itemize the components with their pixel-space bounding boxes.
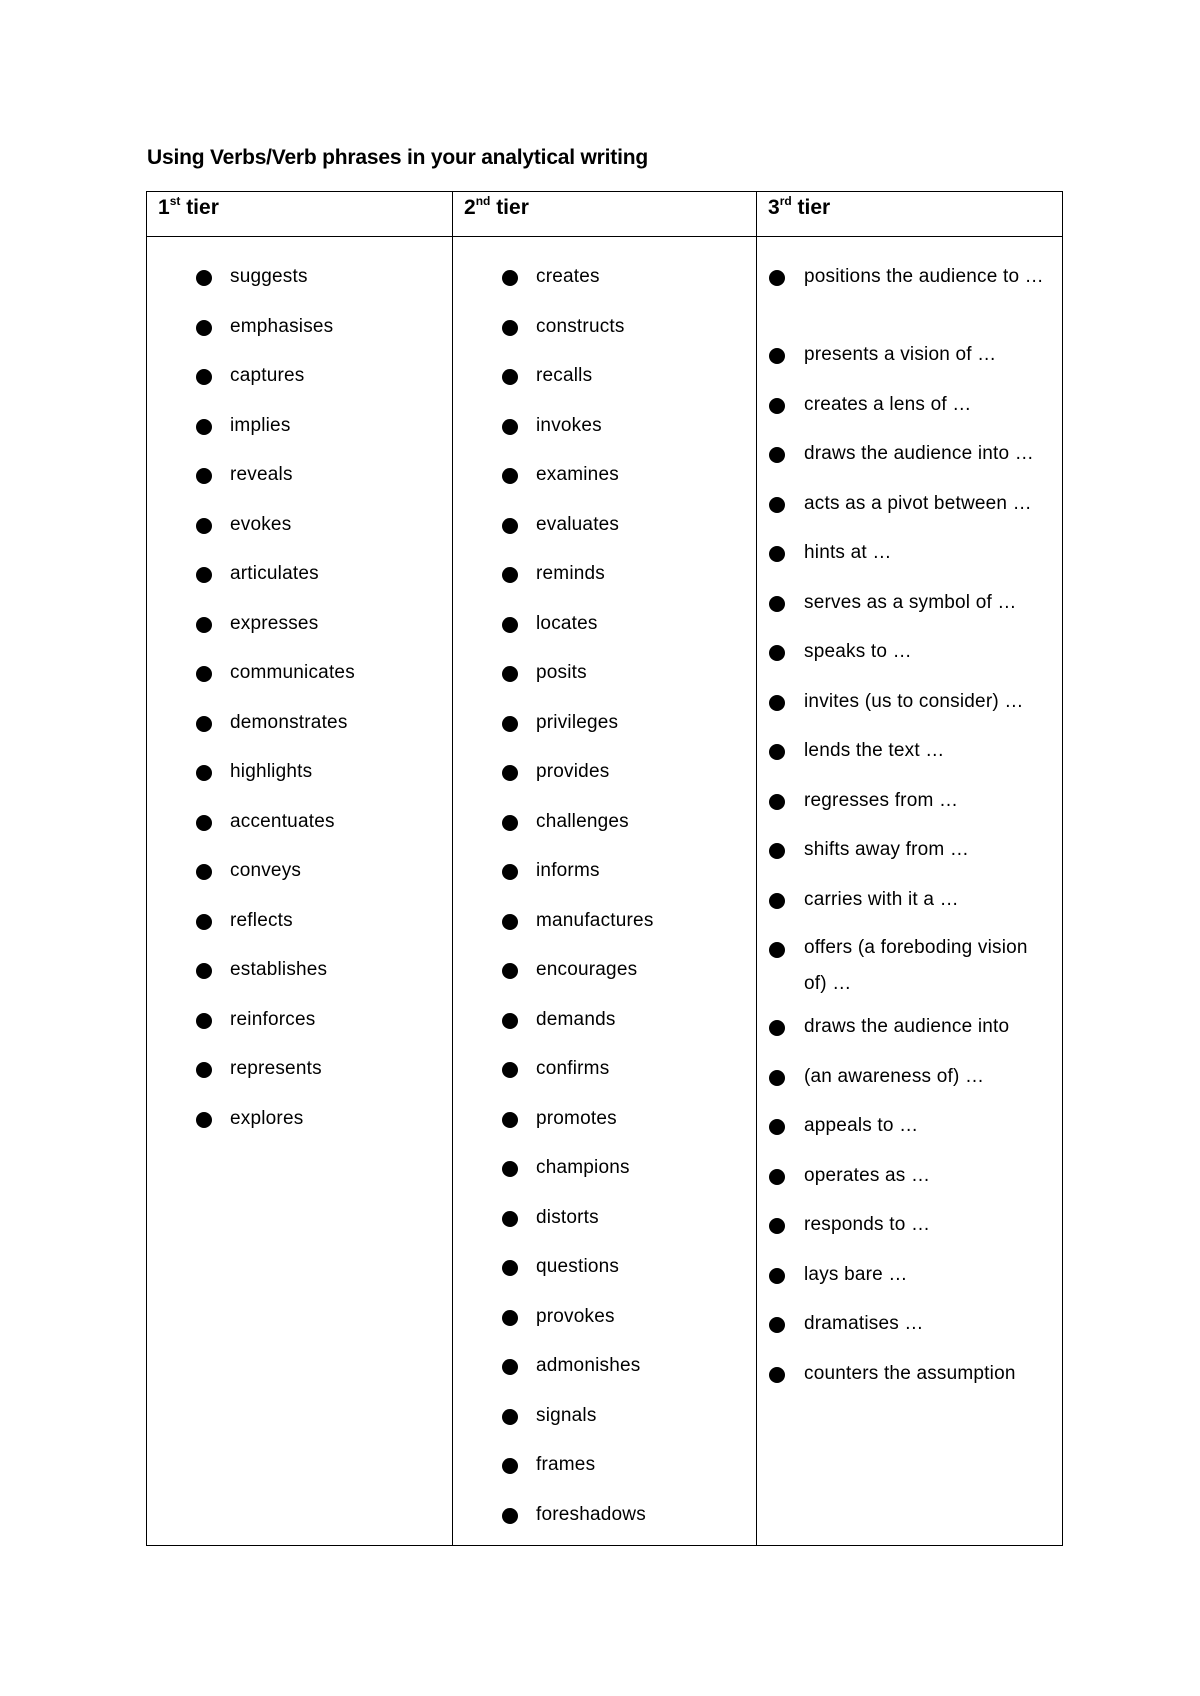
list-item-text: conveys xyxy=(230,860,302,881)
bullet-icon xyxy=(196,468,212,484)
list-item-text: provokes xyxy=(536,1305,615,1327)
list-item-text: positions the audience to … xyxy=(804,266,1044,287)
list-item xyxy=(147,605,452,655)
bullet-icon xyxy=(502,617,518,633)
list-item-text: provides xyxy=(536,761,610,782)
bullet-icon xyxy=(502,419,518,435)
bullet-icon xyxy=(769,1119,785,1135)
list-item-text: draws the audience into … xyxy=(804,443,1034,464)
list-item-text: suggests xyxy=(230,266,308,287)
verb-tier-table xyxy=(146,191,1063,1546)
bullet-icon xyxy=(196,270,212,286)
list-item xyxy=(453,506,756,556)
list-item-text: constructs xyxy=(536,315,625,337)
bullet-icon xyxy=(196,963,212,979)
bullet-icon xyxy=(502,914,518,930)
list-item xyxy=(147,1100,452,1150)
list-item xyxy=(147,407,452,457)
list-item-text: confirms xyxy=(536,1058,610,1079)
list-item xyxy=(453,951,756,1001)
bullet-icon xyxy=(769,447,785,463)
list-item xyxy=(453,1050,756,1100)
list-item-text: shifts away from … xyxy=(804,839,970,860)
list-item-text: regresses from … xyxy=(804,789,959,811)
bullet-icon xyxy=(196,567,212,583)
bullet-icon xyxy=(769,1317,785,1333)
bullet-icon xyxy=(502,1211,518,1227)
bullet-icon xyxy=(196,716,212,732)
bullet-icon xyxy=(769,695,785,711)
list-item xyxy=(147,506,452,556)
bullet-icon xyxy=(502,815,518,831)
bullet-icon xyxy=(769,546,785,562)
header-tier-2-number: 2 xyxy=(464,196,476,219)
bullet-icon xyxy=(502,666,518,682)
list-item xyxy=(453,753,756,803)
header-tier-2-suffix: nd xyxy=(475,194,491,208)
list-item xyxy=(757,1008,1054,1058)
bullet-icon xyxy=(502,1062,518,1078)
list-item xyxy=(453,1446,756,1496)
bullet-icon xyxy=(502,1112,518,1128)
list-item-text: establishes xyxy=(230,959,328,980)
list-item-text: operates as … xyxy=(804,1164,931,1186)
list-item xyxy=(757,732,1054,782)
list-item xyxy=(147,1050,452,1100)
list-item-text: manufactures xyxy=(536,909,654,931)
list-item xyxy=(757,1157,1054,1207)
list-item-text: emphasises xyxy=(230,315,334,337)
list-item xyxy=(757,258,1054,336)
bullet-icon xyxy=(769,1070,785,1086)
list-item-text: examines xyxy=(536,464,619,485)
tier-3-cell xyxy=(757,237,1063,1546)
bullet-icon xyxy=(502,320,518,336)
bullet-icon xyxy=(769,1169,785,1185)
page-title: Using Verbs/Verb phrases in your analytical writing xyxy=(147,146,648,169)
bullet-icon xyxy=(769,645,785,661)
list-item-text: lends the text … xyxy=(804,740,945,761)
tier-3-list xyxy=(757,237,1062,1404)
list-item xyxy=(147,258,452,308)
list-item xyxy=(453,852,756,902)
list-item-text: appeals to … xyxy=(804,1115,919,1136)
list-item-text: carries with it a … xyxy=(804,888,959,910)
list-item-text: privileges xyxy=(536,711,619,733)
list-item xyxy=(453,902,756,952)
list-item xyxy=(757,633,1054,683)
list-item-text: locates xyxy=(536,612,598,634)
bullet-icon xyxy=(769,1020,785,1036)
list-item xyxy=(453,1100,756,1150)
table-body-row xyxy=(147,237,1063,1546)
list-item xyxy=(147,704,452,754)
list-item-text: reflects xyxy=(230,909,293,931)
bullet-icon xyxy=(502,1161,518,1177)
list-item-text: evaluates xyxy=(536,513,620,535)
list-item xyxy=(757,1256,1054,1306)
bullet-icon xyxy=(196,815,212,831)
bullet-icon xyxy=(502,270,518,286)
bullet-icon xyxy=(769,270,785,286)
list-item-text: demands xyxy=(536,1008,616,1030)
list-item-text: hints at … xyxy=(804,542,892,563)
tier-1-cell xyxy=(147,237,453,1546)
bullet-icon xyxy=(502,1260,518,1276)
bullet-icon xyxy=(502,468,518,484)
bullet-icon xyxy=(196,320,212,336)
header-tier-1-number: 1 xyxy=(158,196,170,219)
bullet-icon xyxy=(502,518,518,534)
list-item-text: distorts xyxy=(536,1206,599,1228)
list-item xyxy=(147,852,452,902)
bullet-icon xyxy=(769,1367,785,1383)
list-item xyxy=(757,831,1054,881)
tier-2-list xyxy=(453,237,756,1545)
list-item xyxy=(757,386,1054,436)
list-item-text: implies xyxy=(230,414,291,436)
list-item-text: informs xyxy=(536,860,600,881)
list-item-text: speaks to … xyxy=(804,641,912,662)
list-item xyxy=(453,803,756,853)
header-tier-3-suffix: rd xyxy=(779,194,792,208)
list-item xyxy=(147,654,452,704)
list-item xyxy=(453,654,756,704)
list-item-text: champions xyxy=(536,1157,630,1178)
list-item xyxy=(757,683,1054,733)
bullet-icon xyxy=(196,1062,212,1078)
header-tier-3-number: 3 xyxy=(768,196,780,219)
list-item xyxy=(757,534,1054,584)
bullet-icon xyxy=(502,963,518,979)
list-item xyxy=(147,555,452,605)
list-item xyxy=(453,1298,756,1348)
list-item-text: dramatises … xyxy=(804,1313,924,1334)
bullet-icon xyxy=(769,497,785,513)
bullet-icon xyxy=(196,419,212,435)
list-item xyxy=(453,1199,756,1249)
list-item xyxy=(757,584,1054,634)
list-item xyxy=(757,435,1054,485)
bullet-icon xyxy=(769,1268,785,1284)
list-item-text: questions xyxy=(536,1256,620,1277)
header-tier-1-suffix: st xyxy=(169,194,181,208)
list-item-text: acts as a pivot between … xyxy=(804,492,1032,514)
list-item xyxy=(147,803,452,853)
list-item-text: posits xyxy=(536,662,587,683)
list-item-text: explores xyxy=(230,1107,304,1129)
list-item-text: evokes xyxy=(230,513,292,535)
bullet-icon xyxy=(769,893,785,909)
bullet-icon xyxy=(769,596,785,612)
list-item xyxy=(453,1001,756,1051)
list-item-text: accentuates xyxy=(230,810,335,832)
list-item xyxy=(453,1248,756,1298)
list-item-text: communicates xyxy=(230,662,355,683)
bullet-icon xyxy=(769,348,785,364)
list-item-text: foreshadows xyxy=(536,1503,646,1525)
bullet-icon xyxy=(196,1013,212,1029)
bullet-icon xyxy=(502,716,518,732)
bullet-icon xyxy=(502,765,518,781)
list-item xyxy=(757,881,1054,931)
list-item-text: lays bare … xyxy=(804,1263,908,1285)
list-item-text: frames xyxy=(536,1454,596,1475)
list-item-text: encourages xyxy=(536,959,638,980)
bullet-icon xyxy=(502,1409,518,1425)
bullet-icon xyxy=(502,864,518,880)
bullet-icon xyxy=(769,398,785,414)
list-item xyxy=(757,1355,1054,1405)
list-item xyxy=(147,1001,452,1051)
bullet-icon xyxy=(502,369,518,385)
list-item-text: signals xyxy=(536,1404,597,1426)
list-item xyxy=(147,308,452,358)
bullet-icon xyxy=(196,864,212,880)
list-item-text: captures xyxy=(230,365,305,386)
tier-1-list xyxy=(147,237,452,1149)
list-item-text: challenges xyxy=(536,810,629,832)
list-item-text: reinforces xyxy=(230,1008,316,1030)
list-item xyxy=(757,930,1054,1008)
list-item-text: promotes xyxy=(536,1107,617,1129)
list-item-text: creates a lens of … xyxy=(804,393,972,415)
bullet-icon xyxy=(769,794,785,810)
bullet-icon xyxy=(196,914,212,930)
bullet-icon xyxy=(769,744,785,760)
list-item-text: expresses xyxy=(230,612,319,634)
bullet-icon xyxy=(769,843,785,859)
list-item xyxy=(453,357,756,407)
list-item xyxy=(757,485,1054,535)
table-header-row xyxy=(147,192,1063,237)
bullet-icon xyxy=(502,1508,518,1524)
list-item xyxy=(453,1149,756,1199)
header-tier-3-label: tier xyxy=(791,196,831,219)
list-item xyxy=(147,951,452,1001)
header-tier-2 xyxy=(453,192,757,237)
list-item xyxy=(453,407,756,457)
bullet-icon xyxy=(196,369,212,385)
header-tier-2-label: tier xyxy=(490,196,529,219)
bullet-icon xyxy=(196,1112,212,1128)
bullet-icon xyxy=(502,1013,518,1029)
list-item xyxy=(757,782,1054,832)
bullet-icon xyxy=(502,567,518,583)
list-item xyxy=(757,1058,1054,1108)
list-item-text: highlights xyxy=(230,761,313,782)
bullet-icon xyxy=(502,1458,518,1474)
bullet-icon xyxy=(769,942,785,958)
bullet-icon xyxy=(502,1310,518,1326)
header-tier-1 xyxy=(147,192,453,237)
list-item xyxy=(453,704,756,754)
list-item xyxy=(453,555,756,605)
list-item xyxy=(147,753,452,803)
list-item xyxy=(453,1496,756,1546)
list-item xyxy=(757,336,1054,386)
list-item-text: recalls xyxy=(536,365,593,386)
list-item-text: serves as a symbol of … xyxy=(804,591,1017,613)
list-item xyxy=(757,1206,1054,1256)
list-item xyxy=(453,308,756,358)
bullet-icon xyxy=(196,765,212,781)
list-item-text: reminds xyxy=(536,563,605,584)
list-item-text: admonishes xyxy=(536,1355,641,1376)
list-item-text: creates xyxy=(536,266,600,287)
list-item xyxy=(757,1305,1054,1355)
list-item xyxy=(453,605,756,655)
bullet-icon xyxy=(196,666,212,682)
tier-2-cell xyxy=(453,237,757,1546)
list-item-text: offers (a foreboding vision of) … xyxy=(804,937,1028,994)
list-item-text: reveals xyxy=(230,464,293,485)
list-item xyxy=(147,357,452,407)
list-item-text: counters the assumption xyxy=(804,1362,1016,1384)
bullet-icon xyxy=(502,1359,518,1375)
list-item-text: invites (us to consider) … xyxy=(804,690,1024,712)
list-item xyxy=(147,902,452,952)
list-item xyxy=(453,456,756,506)
list-item xyxy=(757,1107,1054,1157)
list-item-text: represents xyxy=(230,1058,322,1079)
list-item xyxy=(453,1347,756,1397)
bullet-icon xyxy=(196,518,212,534)
list-item-text: presents a vision of … xyxy=(804,344,997,365)
list-item-text: (an awareness of) … xyxy=(804,1065,985,1087)
list-item-text: invokes xyxy=(536,414,602,436)
list-item-text: responds to … xyxy=(804,1214,931,1235)
header-tier-3 xyxy=(757,192,1063,237)
list-item-text: demonstrates xyxy=(230,711,348,733)
list-item-text: draws the audience into xyxy=(804,1016,1010,1037)
list-item-text: articulates xyxy=(230,563,319,584)
bullet-icon xyxy=(769,1218,785,1234)
list-item xyxy=(453,258,756,308)
bullet-icon xyxy=(196,617,212,633)
list-item xyxy=(147,456,452,506)
header-tier-1-label: tier xyxy=(180,196,219,219)
list-item xyxy=(453,1397,756,1447)
